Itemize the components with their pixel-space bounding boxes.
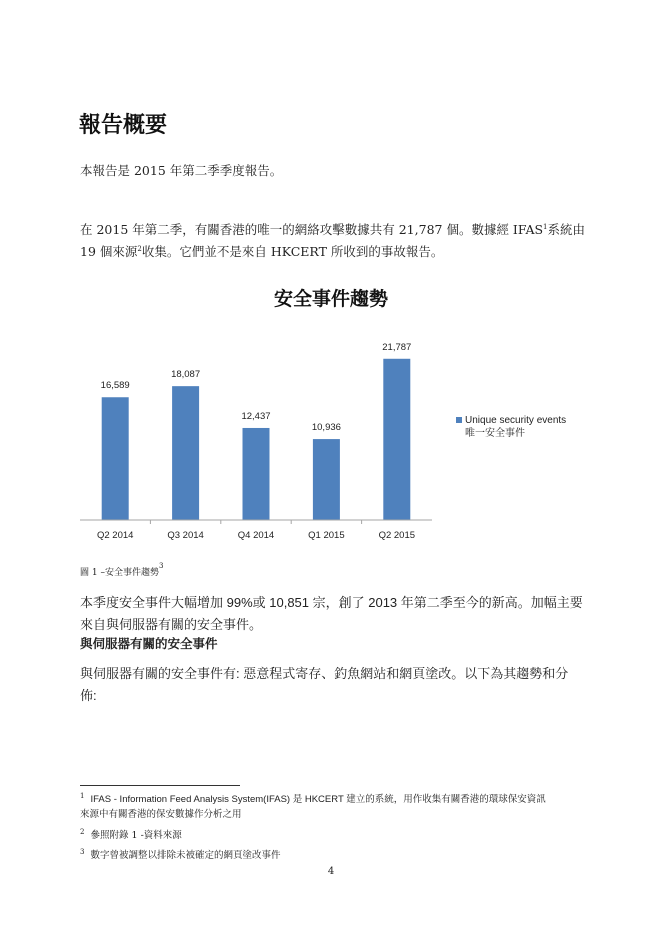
- increase-line-1: 本季度安全事件大幅增加 99%或 10,851 宗，創了 2013 年第二季至今的新高。加幅主要: [80, 595, 583, 610]
- data-label: 16,589: [100, 380, 130, 392]
- x-tick-label: Q4 2014: [237, 530, 275, 541]
- legend-line-1: [456, 414, 566, 427]
- bar-chart: [80, 320, 450, 550]
- figure-caption: [80, 562, 164, 578]
- x-tick-label: Q2 2015: [378, 530, 416, 541]
- footnote-text: IFAS - Information Feed Analysis System(IFAS) 是 HKCERT 建立的系統，用作收集有關香港的環球保安資訊: [90, 794, 546, 805]
- data-label: 18,087: [171, 369, 201, 381]
- footnote-1-line-1: [80, 792, 546, 807]
- bar-q3-2014: [172, 386, 199, 520]
- increase-line-2: 來自與伺服器有關的安全事件。: [80, 617, 263, 632]
- footnote-ref: 2: [137, 245, 142, 253]
- legend-label: Unique security events: [465, 415, 567, 426]
- x-tick-label: Q1 2015: [308, 530, 345, 541]
- x-tick-label: Q2 2014: [96, 530, 134, 541]
- footnote-2: [80, 828, 182, 843]
- bar-q2-2015: [383, 359, 410, 520]
- footnote-number: 2: [80, 828, 85, 836]
- text-span: 系統由: [547, 222, 586, 237]
- bar-q1-2015: [313, 439, 340, 520]
- footnote-ref: 3: [158, 562, 164, 570]
- footnote-1: [80, 792, 546, 822]
- footnote-number: 1: [80, 792, 85, 800]
- footnote-divider: [80, 785, 240, 786]
- bar-q4-2014: [243, 428, 270, 520]
- footnote-3: [80, 848, 281, 863]
- chart-title: 安全事件趨勢: [273, 288, 388, 310]
- intro-paragraph: 本報告是 2015 年第二季季度報告。: [80, 163, 283, 178]
- footnote-text: 參照附錄 1 -資料來源: [90, 830, 182, 841]
- data-label: 12,437: [241, 410, 271, 422]
- page-heading: 報告概要: [79, 113, 168, 138]
- data-summary-line-2: [80, 241, 585, 263]
- increase-paragraph: [80, 592, 583, 636]
- bar-q2-2014: [102, 397, 129, 520]
- text-span: 收集。它們並不是來自 HKCERT 所收到的事故報告。: [141, 244, 444, 259]
- x-tick-label: Q3 2014: [167, 530, 204, 541]
- data-label: 21,787: [382, 341, 412, 353]
- server-events-line-2: 佈:: [80, 688, 97, 703]
- server-events-line-1: 與伺服器有關的安全事件有: 惡意程式寄存、釣魚網站和網頁塗改。以下為其趨勢和分: [80, 666, 569, 681]
- text-span: 19 個來源: [80, 244, 138, 259]
- legend-line-2: 唯一安全事件: [465, 428, 525, 439]
- section-subheading: 與伺服器有關的安全事件: [80, 636, 218, 651]
- footnote-number: 3: [80, 848, 85, 856]
- footnote-ref: 1: [543, 223, 548, 231]
- data-label: 10,936: [311, 422, 341, 434]
- chart-legend: [456, 414, 566, 440]
- data-summary-paragraph: [80, 219, 585, 263]
- footnote-text: 數字曾被調整以排除未被確定的網頁塗改事件: [90, 850, 281, 861]
- footnote-1-line-2: 來源中有關香港的保安數據作分析之用: [80, 809, 242, 820]
- server-events-paragraph: [80, 663, 568, 707]
- legend-swatch: [456, 417, 462, 423]
- page-number: 4: [327, 866, 335, 877]
- data-summary-line-1: [80, 219, 585, 241]
- caption-text: 圖 1 –安全事件趨勢: [80, 568, 159, 578]
- text-span: 在 2015 年第二季，有關香港的唯一的網絡攻擊數據共有 21,787 個。數據經 IFAS: [80, 222, 544, 237]
